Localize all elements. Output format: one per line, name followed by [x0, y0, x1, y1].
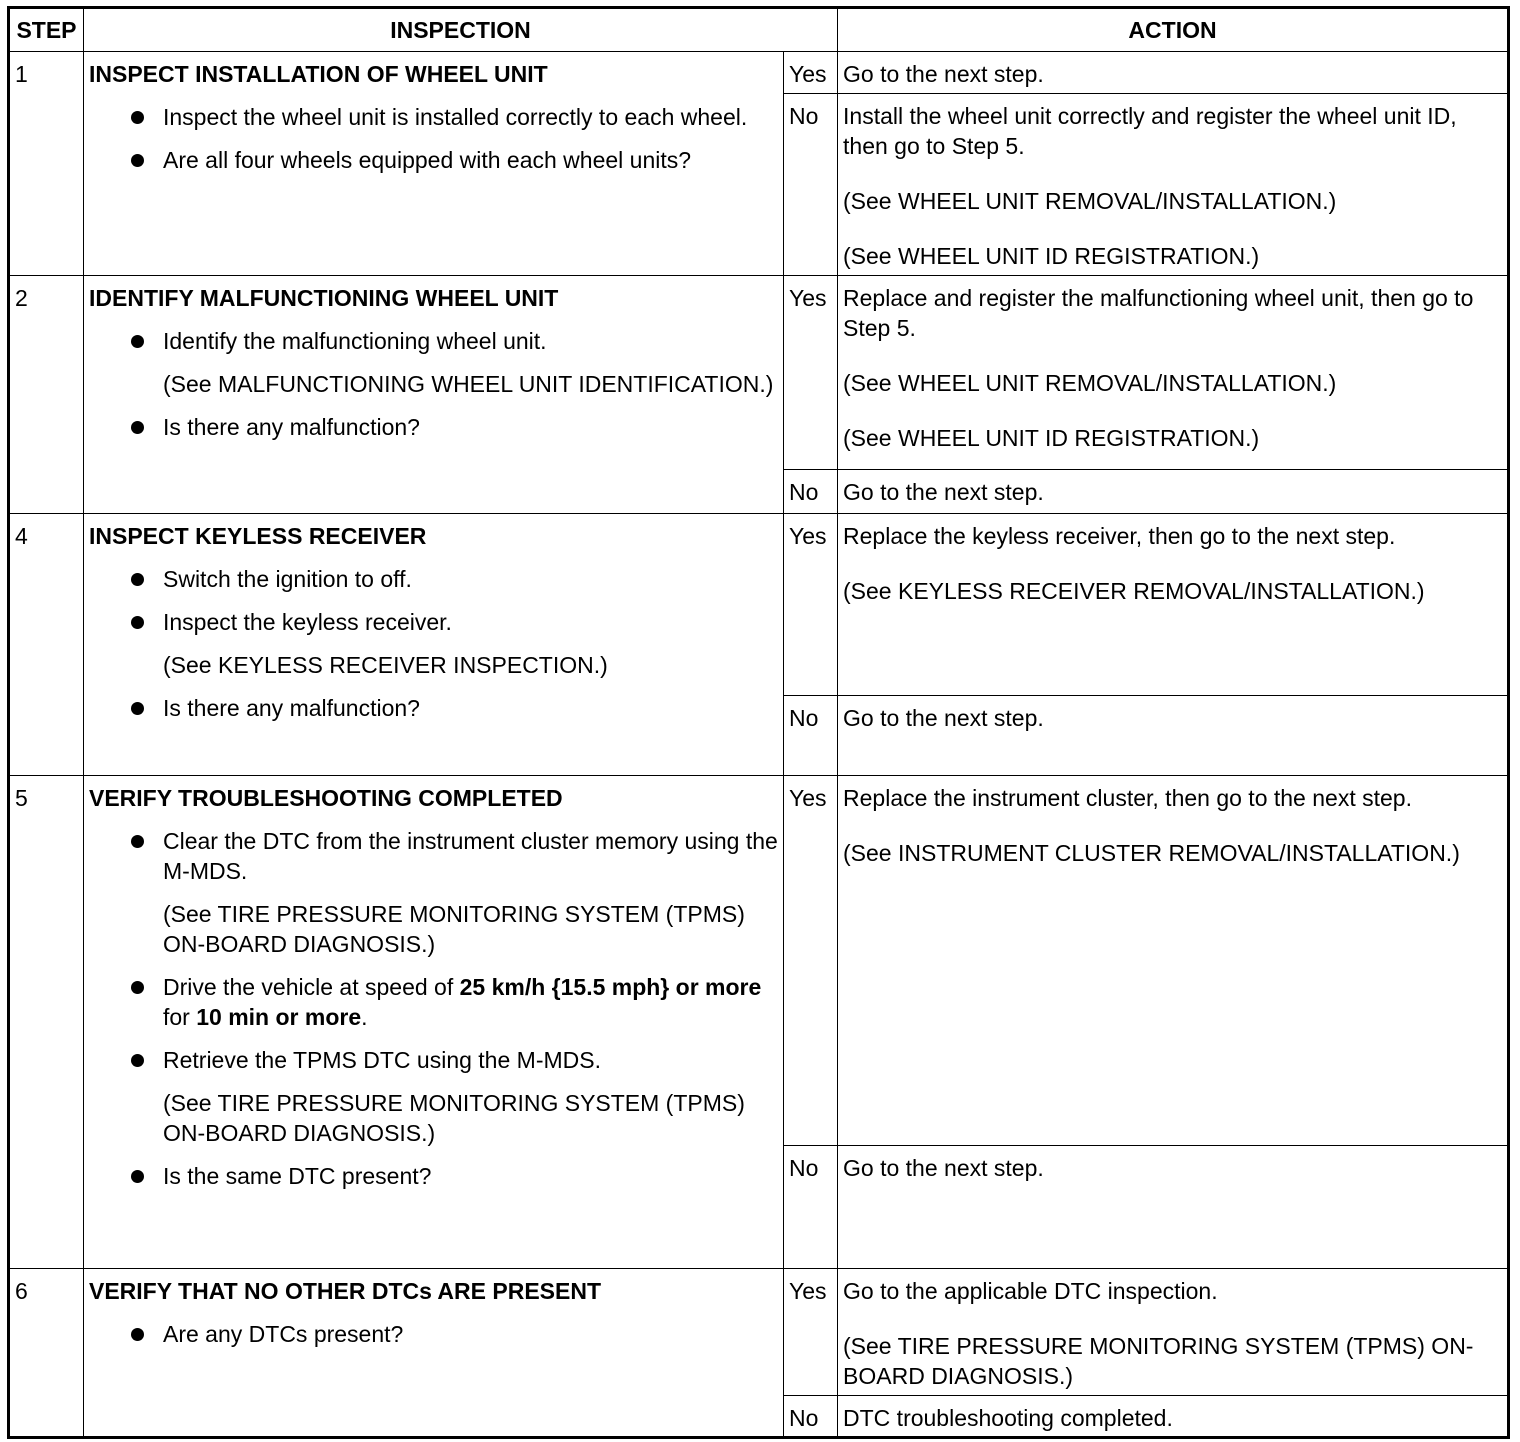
- bullet-item: [89, 607, 778, 637]
- no-action: [838, 94, 1509, 276]
- yes-label: Yes: [784, 514, 838, 696]
- reference-note: (See KEYLESS RECEIVER INSPECTION.): [163, 652, 608, 678]
- step-row-2: [9, 276, 1509, 470]
- action-line: Go to the next step.: [843, 61, 1044, 87]
- text-segment: .: [361, 1004, 368, 1030]
- bullet-item: [89, 412, 778, 442]
- yes-label: Yes: [784, 276, 838, 470]
- bullet-dot-icon: [131, 981, 144, 994]
- bullet-item: [89, 145, 778, 175]
- step-number: 6: [9, 1269, 84, 1438]
- bullet-dot-icon: [131, 335, 144, 348]
- action-header: ACTION: [838, 8, 1509, 52]
- bullet-dot-icon: [131, 111, 144, 124]
- text-segment: Drive the vehicle at speed of: [163, 974, 460, 1000]
- no-label: No: [784, 696, 838, 776]
- action-line: (See WHEEL UNIT REMOVAL/INSTALLATION.): [843, 370, 1337, 396]
- bullet-text: Is there any malfunction?: [163, 695, 420, 721]
- action-line: Go to the next step.: [843, 479, 1044, 505]
- step-row-4: [9, 514, 1509, 696]
- bullet-text: Is the same DTC present?: [163, 1163, 432, 1189]
- yes-action: [838, 276, 1509, 470]
- action-line: DTC troubleshooting completed.: [843, 1405, 1173, 1431]
- no-label: No: [784, 470, 838, 514]
- action-line: (See WHEEL UNIT REMOVAL/INSTALLATION.): [843, 188, 1337, 214]
- step-number: 5: [9, 776, 84, 1269]
- troubleshooting-table: [7, 6, 1510, 1439]
- bullet-dot-icon: [131, 616, 144, 629]
- no-label: No: [784, 1146, 838, 1269]
- bullet-text: [163, 974, 761, 1030]
- no-label: No: [784, 94, 838, 276]
- bullet-dot-icon: [131, 154, 144, 167]
- yes-action: [838, 1269, 1509, 1396]
- bullet-item: [89, 972, 778, 1032]
- step-row-5: [9, 776, 1509, 1146]
- bullet-item: [89, 326, 778, 356]
- bullet-text: Clear the DTC from the instrument cluster memory using the M-MDS.: [163, 828, 778, 884]
- action-line: Replace the instrument cluster, then go to the next step.: [843, 785, 1412, 811]
- inspection-cell: [84, 276, 784, 514]
- bullet-text: Is there any malfunction?: [163, 414, 420, 440]
- yes-label: Yes: [784, 52, 838, 94]
- inspection-cell: [84, 1269, 784, 1438]
- reference-note: (See TIRE PRESSURE MONITORING SYSTEM (TPMS) ON-BOARD DIAGNOSIS.): [163, 1090, 745, 1146]
- step-number: 2: [9, 276, 84, 514]
- yes-action: [838, 514, 1509, 696]
- bullet-item: [89, 826, 778, 886]
- step-number: 4: [9, 514, 84, 776]
- bullet-item: [89, 1045, 778, 1075]
- bullet-dot-icon: [131, 702, 144, 715]
- action-line: (See TIRE PRESSURE MONITORING SYSTEM (TPMS) ON-BOARD DIAGNOSIS.): [843, 1333, 1474, 1389]
- bullet-item: [89, 102, 778, 132]
- action-line: (See WHEEL UNIT ID REGISTRATION.): [843, 425, 1260, 451]
- step-row-6: [9, 1269, 1509, 1396]
- step-row-1: [9, 52, 1509, 94]
- step-title: INSPECT INSTALLATION OF WHEEL UNIT: [89, 61, 548, 87]
- reference-note: (See TIRE PRESSURE MONITORING SYSTEM (TPMS) ON-BOARD DIAGNOSIS.): [163, 901, 745, 957]
- step-title: VERIFY THAT NO OTHER DTCs ARE PRESENT: [89, 1278, 602, 1304]
- action-line: Go to the applicable DTC inspection.: [843, 1278, 1218, 1304]
- action-line: Go to the next step.: [843, 705, 1044, 731]
- bullet-item: [89, 1161, 778, 1191]
- bullet-text: Inspect the keyless receiver.: [163, 609, 452, 635]
- action-line: Replace the keyless receiver, then go to the next step.: [843, 523, 1396, 549]
- step-number: 1: [9, 52, 84, 276]
- bullet-dot-icon: [131, 835, 144, 848]
- inspection-header: INSPECTION: [84, 8, 838, 52]
- step-title: IDENTIFY MALFUNCTIONING WHEEL UNIT: [89, 285, 559, 311]
- emphasis-text: 25 km/h {15.5 mph} or more: [459, 974, 762, 1000]
- bullet-item: [89, 1319, 778, 1349]
- yes-action: [838, 52, 1509, 94]
- inspection-cell: [84, 52, 784, 276]
- bullet-item: [89, 693, 778, 723]
- table-body: [9, 8, 1509, 1438]
- action-line: Install the wheel unit correctly and register the wheel unit ID, then go to Step 5.: [843, 103, 1457, 159]
- inspection-cell: [84, 776, 784, 1269]
- bullet-text: Inspect the wheel unit is installed correctly to each wheel.: [163, 104, 748, 130]
- yes-action: [838, 776, 1509, 1146]
- action-line: (See INSTRUMENT CLUSTER REMOVAL/INSTALLATION.): [843, 840, 1460, 866]
- action-line: Go to the next step.: [843, 1155, 1044, 1181]
- no-action: [838, 470, 1509, 514]
- action-line: (See KEYLESS RECEIVER REMOVAL/INSTALLATION.): [843, 578, 1425, 604]
- step-title: INSPECT KEYLESS RECEIVER: [89, 523, 427, 549]
- bullet-item: [89, 564, 778, 594]
- action-line: (See WHEEL UNIT ID REGISTRATION.): [843, 243, 1260, 269]
- action-line: Replace and register the malfunctioning wheel unit, then go to Step 5.: [843, 285, 1474, 341]
- no-action: [838, 1396, 1509, 1438]
- bullet-text: Retrieve the TPMS DTC using the M-MDS.: [163, 1047, 601, 1073]
- bullet-dot-icon: [131, 1170, 144, 1183]
- bullet-text: Switch the ignition to off.: [163, 566, 412, 592]
- emphasis-text: 10 min or more: [196, 1004, 362, 1030]
- no-action: [838, 1146, 1509, 1269]
- bullet-dot-icon: [131, 421, 144, 434]
- no-action: [838, 696, 1509, 776]
- bullet-dot-icon: [131, 1328, 144, 1341]
- no-label: No: [784, 1396, 838, 1438]
- yes-label: Yes: [784, 776, 838, 1146]
- inspection-cell: [84, 514, 784, 776]
- text-segment: for: [163, 1004, 197, 1030]
- bullet-dot-icon: [131, 1054, 144, 1067]
- step-title: VERIFY TROUBLESHOOTING COMPLETED: [89, 785, 563, 811]
- header-row: [9, 8, 1509, 52]
- bullet-text: Identify the malfunctioning wheel unit.: [163, 328, 547, 354]
- bullet-text: Are any DTCs present?: [163, 1321, 404, 1347]
- step-header: STEP: [9, 8, 84, 52]
- bullet-text: Are all four wheels equipped with each wheel units?: [163, 147, 692, 173]
- reference-note: (See MALFUNCTIONING WHEEL UNIT IDENTIFICATION.): [163, 371, 774, 397]
- yes-label: Yes: [784, 1269, 838, 1396]
- bullet-dot-icon: [131, 573, 144, 586]
